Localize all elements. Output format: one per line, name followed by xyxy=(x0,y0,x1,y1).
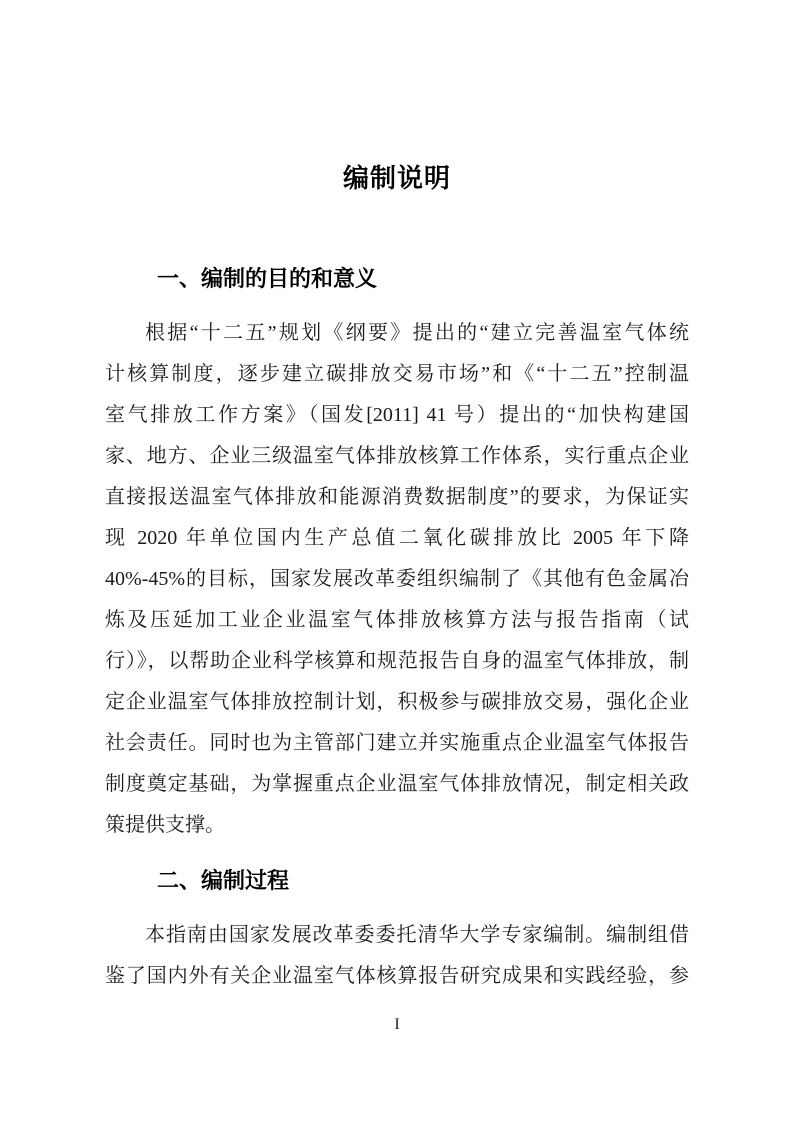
text-line: 行）》，以帮助企业科学核算和规范报告自身的温室气体排放，制 xyxy=(105,650,689,672)
text-line: 室气排放工作方案》（国发[2011] 41 号）提出的“加快构建国 xyxy=(105,404,689,426)
text-line: 根据“十二五”规划《纲要》提出的“建立完善温室气体统 xyxy=(145,322,689,344)
section-heading-process: 二、编制过程 xyxy=(157,868,290,893)
page-number: I xyxy=(394,1016,400,1033)
text-line: 现 2020 年单位国内生产总值二氧化碳排放比 2005 年下降 xyxy=(105,527,689,549)
text-line: 本指南由国家发展改革委委托清华大学专家编制。编制组借 xyxy=(145,924,689,946)
text-line: 40%-45%的目标，国家发展改革委组织编制了《其他有色金属冶 xyxy=(105,568,689,590)
text-line: 社会责任。同时也为主管部门建立并实施重点企业温室气体报告 xyxy=(105,732,689,754)
document-title: 编制说明 xyxy=(342,163,451,193)
text-line: 定企业温室气体排放控制计划，积极参与碳排放交易，强化企业 xyxy=(105,691,689,713)
page-footer xyxy=(105,1015,689,1035)
paragraph-purpose xyxy=(105,313,689,846)
text-line: 计核算制度，逐步建立碳排放交易市场”和《“十二五”控制温 xyxy=(105,363,689,385)
text-line: 策提供支撑。 xyxy=(105,814,225,836)
section-heading-purpose: 一、编制的目的和意义 xyxy=(157,266,378,291)
text-line: 炼及压延加工业企业温室气体排放核算方法与报告指南（试 xyxy=(105,609,689,631)
paragraph-process xyxy=(105,915,689,997)
text-line: 直接报送温室气体排放和能源消费数据制度”的要求，为保证实 xyxy=(105,486,689,508)
text-line: 鉴了国内外有关企业温室气体核算报告研究成果和实践经验，参 xyxy=(105,965,689,987)
text-line: 制度奠定基础，为掌握重点企业温室气体排放情况，制定相关政 xyxy=(105,773,689,795)
text-line: 家、地方、企业三级温室气体排放核算工作体系，实行重点企业 xyxy=(105,445,689,467)
